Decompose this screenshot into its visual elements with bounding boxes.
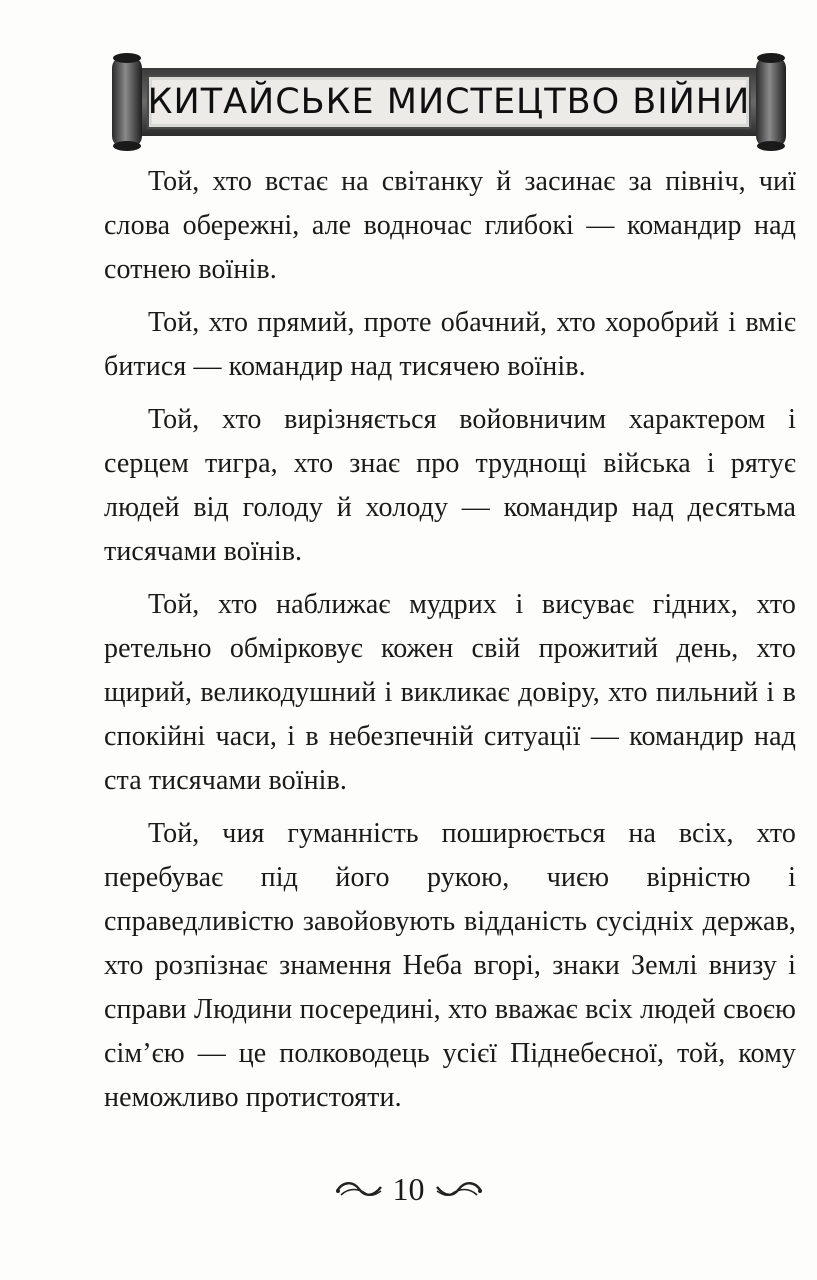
running-header-title: КИТАЙСЬКЕ МИСТЕЦТВО ВІЙНИ (147, 82, 751, 122)
paragraph: Той, хто встає на світанку й засинає за північ, чиї слова обережні, але водночас глибокі — командир над сотнею воїнів. (104, 166, 796, 285)
body-text (104, 160, 796, 1120)
page-number: 10 (392, 1170, 425, 1207)
page-folio (0, 1166, 817, 1212)
header-banner (104, 52, 794, 152)
swirl-ornament-icon (333, 1177, 385, 1201)
paragraph: Той, хто вирізняється войовничим характером і серцем тигра, хто знає про труднощі війська і рятує людей від голоду й холоду — командир над десятьма тисячами воїнів. (104, 404, 796, 567)
paragraph: Той, хто прямий, проте обачний, хто хоробрий і вміє битися — командир над тисячею воїнів. (104, 307, 796, 382)
paragraph: Той, хто наближає мудрих і висуває гідних, хто ретельно обмірковує кожен свій прожитий день, хто щирий, великодушний і викликає довіру, хто пильний і в спокійні часи, і в небезпечній ситуації — командир над ста тисячами воїнів. (104, 589, 796, 796)
paragraph: Той, чия гуманність поширюється на всіх, хто перебуває під його рукою, чиєю вірністю і справедливістю завойовують відданість сусідніх держав, хто розпізнає знамення Неба вгорі, знаки Землі внизу і справи Людини посередині, хто вважає всіх людей своєю сім’єю — це полководець усієї Піднебесної, той, кому неможливо протистояти. (104, 818, 796, 1113)
swirl-ornament-icon (433, 1177, 485, 1201)
